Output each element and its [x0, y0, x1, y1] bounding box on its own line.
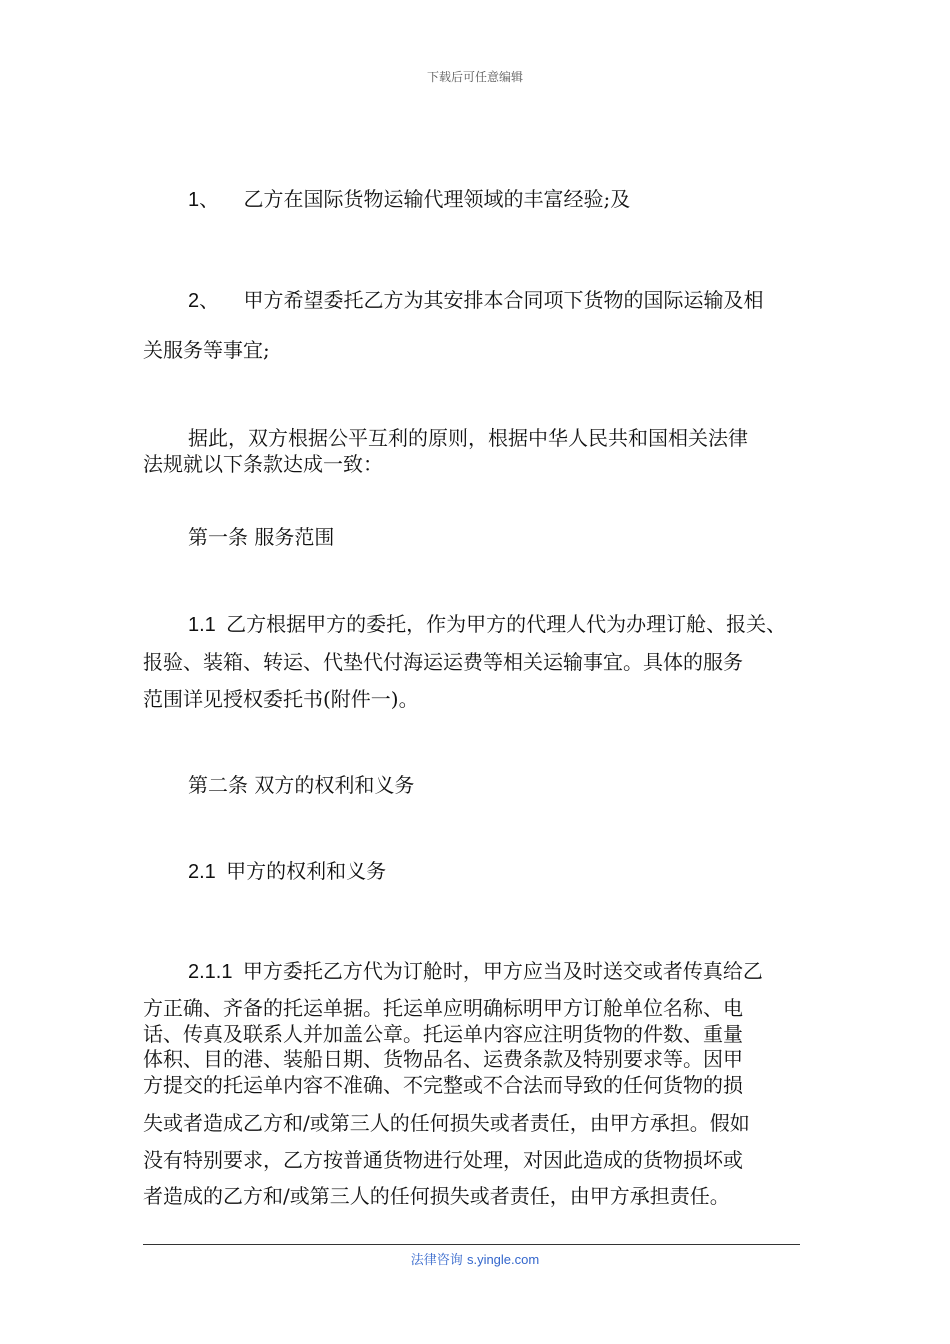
recital-item-1-number: 1、: [188, 189, 220, 211]
article-2-title: 第二条 双方的权利和义务: [188, 773, 415, 797]
recital-item-2-continued: 关服务等事宜;: [143, 338, 270, 362]
clause-2-1-1-line-1: [188, 961, 763, 982]
clause-2-1-1-line-4: 体积、目的港、装船日期、货物品名、运费条款及特别要求等。因甲: [143, 1047, 743, 1071]
clause-1-1-line-3: 范围详见授权委托书(附件一)。: [143, 687, 419, 711]
clause-2-1-number: 2.1: [188, 861, 216, 883]
page-header-note: 下载后可任意编辑: [426, 70, 523, 84]
recital-item-2-text: 甲方希望委托乙方为其安排本合同项下货物的国际运输及相: [243, 288, 764, 312]
clause-2-1: [188, 861, 386, 882]
article-1-title: 第一条 服务范围: [188, 525, 335, 549]
clause-2-1-1-line-3: 话、传真及联系人并加盖公章。托运单内容应注明货物的件数、重量: [143, 1022, 743, 1046]
clause-2-1-1-line-6: 失或者造成乙方和/或第三人的任何损失或者责任，由甲方承担。假如: [143, 1111, 750, 1135]
clause-2-1-1-line-8: 者造成的乙方和/或第三人的任何损失或者责任，由甲方承担责任。: [143, 1184, 730, 1208]
recital-item-1: [188, 189, 630, 210]
footer-site-link[interactable]: s.yingle.com: [466, 1252, 540, 1267]
clause-2-1-1-number: 2.1.1: [188, 961, 233, 983]
clause-2-1-1-text: 甲方委托乙方代为订舱时，甲方应当及时送交或者传真给乙: [242, 959, 763, 983]
recital-item-2: [188, 290, 763, 311]
clause-1-1-number: 1.1: [188, 614, 216, 636]
footer-divider: [143, 1244, 800, 1245]
clause-1-1-text: 乙方根据甲方的委托，作为甲方的代理人代为办理订舱、报关、: [226, 612, 787, 636]
clause-1-1-line-1: [188, 614, 786, 635]
page-footer[interactable]: [0, 1249, 950, 1268]
footer-label: 法律咨询: [410, 1253, 463, 1268]
clause-2-1-1-line-5: 方提交的托运单内容不准确、不完整或不合法而导致的任何货物的损: [143, 1073, 743, 1097]
agreement-paragraph-line-2: 法规就以下条款达成一致：: [143, 452, 383, 476]
clause-1-1-line-2: 报验、装箱、转运、代垫代付海运运费等相关运输事宜。具体的服务: [143, 650, 743, 674]
recital-item-2-number: 2、: [188, 290, 220, 312]
agreement-paragraph-line-1: 据此，双方根据公平互利的原则，根据中华人民共和国相关法律: [188, 426, 748, 450]
clause-2-1-1-line-2: 方正确、齐备的托运单据。托运单应明确标明甲方订舱单位名称、电: [143, 996, 743, 1020]
clause-2-1-text: 甲方的权利和义务: [226, 859, 387, 883]
recital-item-1-text: 乙方在国际货物运输代理领域的丰富经验;及: [243, 187, 631, 211]
clause-2-1-1-line-7: 没有特别要求，乙方按普通货物进行处理，对因此造成的货物损坏或: [143, 1148, 743, 1172]
